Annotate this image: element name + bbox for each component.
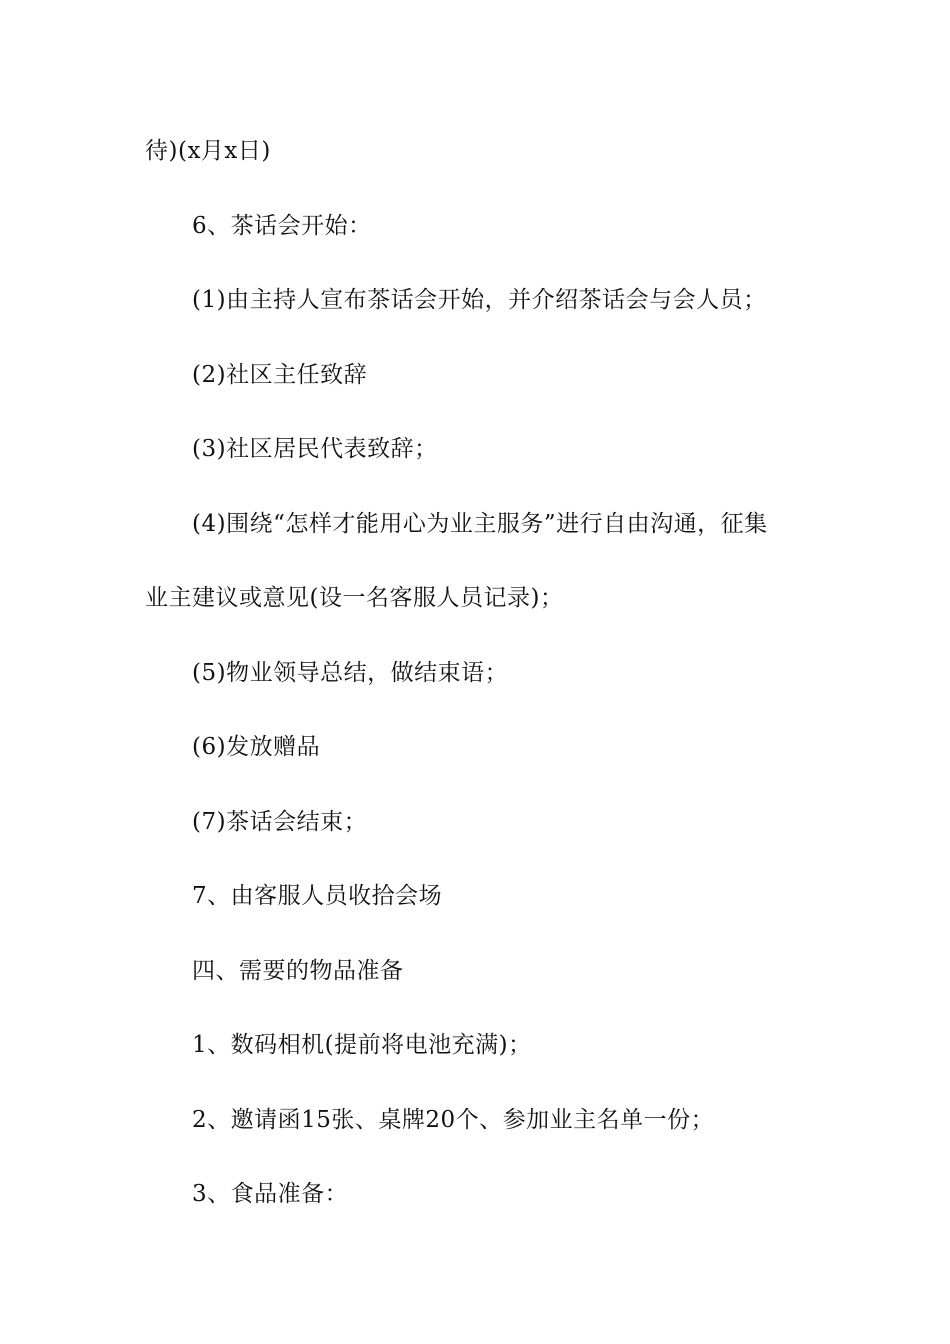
text-line: (4)围绕“怎样才能用心为业主服务”进行自由沟通，征集 bbox=[192, 511, 768, 537]
text-line: 3、食品准备： bbox=[192, 1181, 349, 1207]
text-line: 待)(x月x日) bbox=[145, 138, 271, 164]
text-line: 2、邀请函15张、桌牌20个、参加业主名单一份； bbox=[192, 1107, 715, 1133]
text-line: 6、茶话会开始： bbox=[192, 213, 372, 239]
text-line: (6)发放赠品 bbox=[192, 734, 321, 760]
text-line: (1)由主持人宣布茶话会开始，并介绍茶话会与会人员； bbox=[192, 287, 767, 313]
text-line: 1、数码相机(提前将电池充满)； bbox=[192, 1032, 532, 1058]
text-line: (5)物业领导总结，做结束语； bbox=[192, 660, 509, 686]
text-line: (7)茶话会结束； bbox=[192, 809, 368, 835]
text-line: (3)社区居民代表致辞； bbox=[192, 436, 438, 462]
text-line: (2)社区主任致辞 bbox=[192, 362, 368, 388]
section-heading: 四、需要的物品准备 bbox=[192, 958, 404, 984]
text-line: 业主建议或意见(设一名客服人员记录)； bbox=[145, 585, 564, 611]
text-line: 7、由客服人员收拾会场 bbox=[192, 883, 443, 909]
